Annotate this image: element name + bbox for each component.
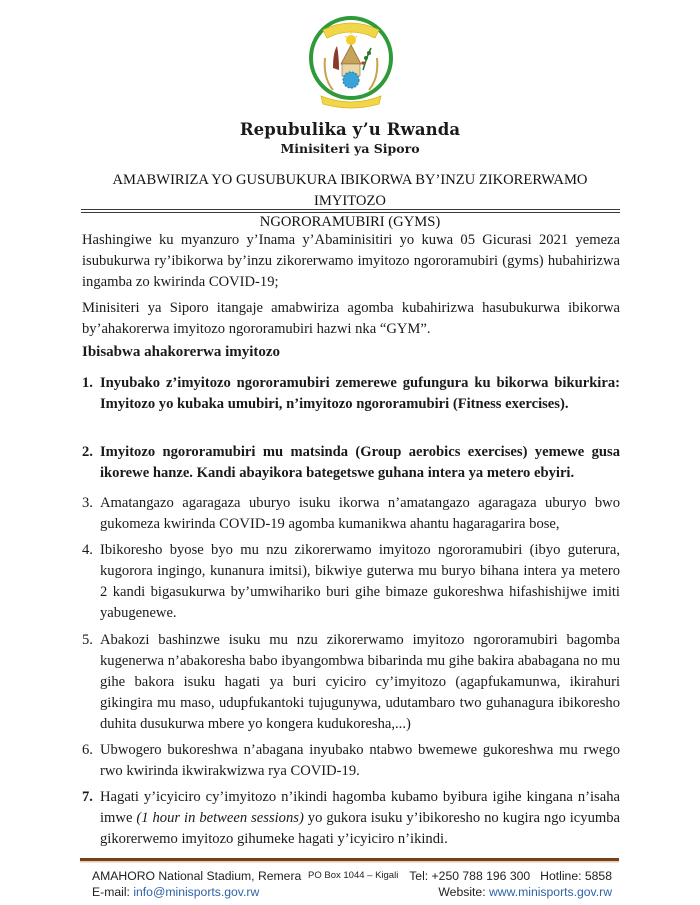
website-label: Website: (438, 885, 489, 899)
list-text-italic: (1 hour in between sessions) (136, 810, 304, 826)
title-line-2: NGORORAMUBIRI (GYMS) (259, 214, 441, 230)
footer-po-box: PO Box 1044 – Kigali (308, 870, 399, 881)
list-number: 7. (82, 789, 93, 805)
list-number: 1. (82, 375, 93, 391)
list-item (82, 787, 620, 850)
list-item (82, 493, 620, 535)
footer-email (92, 885, 259, 899)
title-divider (81, 209, 620, 213)
country-name: Repubulika y’u Rwanda (239, 120, 461, 139)
list-number: 5. (82, 632, 93, 648)
footer-hotline: Hotline: 5858 (540, 869, 612, 883)
list-text-part: yo gukora isuku y’ibikoresho no kugira ngo icyumba gikorerwemo imyitozo gihumeke hagati y’icyiciro n’ikindi. (100, 810, 620, 847)
list-number: 3. (82, 495, 93, 511)
email-link[interactable]: info@minisports.gov.rw (133, 885, 260, 899)
list-number: 2. (82, 444, 93, 460)
list-text: Amatangazo agaragaza uburyo isuku ikorwa n’amatangazo agaragaza uburyo bwo gukomeza kwirinda COVID-19 agomba kumanikwa ahantu hagaragarira bose, (100, 495, 620, 532)
email-label: E-mail: (92, 885, 134, 899)
footer-tel: Tel: +250 788 196 300 (409, 869, 531, 883)
list-item (82, 540, 620, 624)
website-link[interactable]: www.minisports.gov.rw (488, 885, 612, 899)
announcement-paragraph: Minisiteri ya Siporo itangaje amabwiriza agomba kubahirizwa hasubukurwa ibikorwa by’ahakorerwa imyitozo ngororamubiri hazwi nka “GYM”. (82, 300, 620, 337)
list-item (82, 442, 620, 484)
list-text: Ibikoresho byose byo mu nzu zikorerwamo imyitozo ngororamubiri (ibyo guterura, kugorora ingingo, kunanura imitsi), bikwiye guterwa mu buryo bihana intera ya metero 2 kandi bigasukurwa by’umwihariko buri gihe bimaze gukoreshwa hifashishijwe imiti yabugenewe. (100, 542, 620, 621)
footer-divider (80, 858, 619, 861)
document-title (80, 170, 620, 233)
rwanda-coat-of-arms-icon (303, 8, 399, 112)
list-text: Imyitozo ngororamubiri mu matsinda (Group aerobics exercises) yemewe gusa ikorewe hanze. Kandi abayikora bategetswe guhana intera ya metero ebyiri. (100, 444, 620, 481)
section-heading: Ibisabwa ahakorerwa imyitozo (82, 344, 281, 360)
list-item (82, 630, 620, 735)
footer-phone (409, 869, 612, 883)
title-line-1: AMABWIRIZA YO GUSUBUKURA IBIKORWA BY’INZU ZIKORERWAMO IMYITOZO (112, 172, 588, 209)
intro-paragraph: Hashingiwe ku myanzuro y’Inama y’Abaminisitiri yo kuwa 05 Gicurasi 2021 yemeza isubukurwa ry’ibikorwa by’inzu zikorerwamo imyitozo ngororamubiri (gyms) hubahirizwa ingamba zo kwirinda COVID-19; (82, 232, 620, 290)
footer-address: AMAHORO National Stadium, Remera (92, 869, 302, 883)
list-item (82, 373, 620, 415)
list-text-part: Hagati y’icyiciro cy’imyitozo n’ikindi hagomba kubamo byibura igihe kingana n’isaha imwe (100, 789, 620, 826)
list-item (82, 740, 620, 782)
list-number: 6. (82, 742, 93, 758)
ministry-name: Minisiteri ya Siporo (280, 141, 420, 156)
list-text: Abakozi bashinzwe isuku mu nzu zikorerwamo imyitozo ngororamubiri bagomba kugenerwa n’abakoresha babo ibyangombwa bibarinda mu gihe bakira ababagana no mu gihe bakora isuku hagati ya buri cyiciro cy’imyitozo (agapfukamunwa, ikirahuri gikingira mu maso, udupfukantoki tujugunywa, udutambaro two guhanagura ibikoresho duhita dusukurwa mbere yo kongera kudukoresha,...) (100, 632, 620, 732)
list-text (100, 787, 620, 850)
list-number: 4. (82, 542, 93, 558)
footer-website (438, 885, 612, 899)
list-text: Inyubako z’imyitozo ngororamubiri zemerewe gufungura ku bikorwa bikurkira: Imyitozo yo kubaka umubiri, n’imyitozo ngororamubiri (Fitness exercises). (100, 375, 620, 412)
list-text: Ubwogero bukoreshwa n’abagana inyubako ntabwo bwemewe gukoreshwa mu rwego rwo kwirinda ikwirakwizwa rya COVID-19. (100, 742, 620, 779)
